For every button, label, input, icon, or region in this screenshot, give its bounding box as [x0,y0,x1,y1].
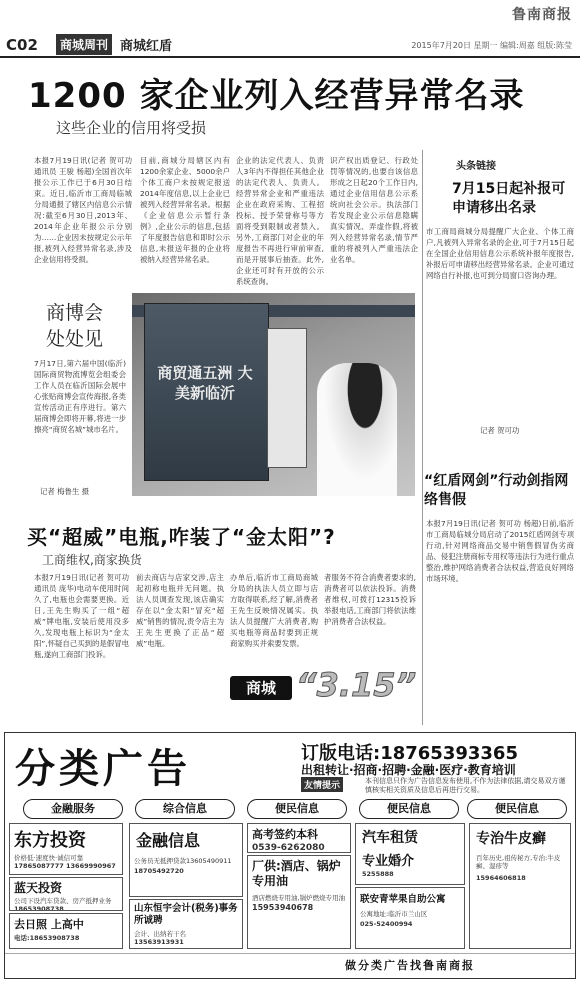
classified-ads [4,732,576,979]
ads-note-label: 友情提示 [301,777,343,792]
ads-category-convenience-3: 便民信息 [467,799,567,819]
ads-category-convenience-2: 便民信息 [359,799,459,819]
ads-phone: 订版电话:18765393365 [301,743,518,764]
ad-boiler-oil: 厂供:酒店、锅炉专用油 酒店燃烧专用油,锅炉燃烧专用油 15953940678 [247,855,351,949]
ads-categories: 出租转让·招商·招聘·金融·医疗·教育培训 [301,763,516,777]
article2-title: 买“超威”电瓶,咋装了“金太阳”? [27,525,336,549]
sidebar-byline: 记者 贺可功 [480,426,520,435]
ads-category-convenience-1: 便民信息 [247,799,347,819]
article2-column-2: 前去商店与店家交涉,店主起初称电瓶并无问题。执法人员调查发现,该店确实存在以“金太阳”冒充“超威”销售的情况,责令店主为王先生更换了正品“超威”电瓶。 [136,573,224,648]
campaign-logo [230,666,417,708]
ads-footer-rule [5,953,575,954]
sidebar-title: 7月15日起补报可申请移出名录 [452,181,566,216]
ads-footer: 做分类广告找鲁南商报 [345,959,475,972]
sidebar-body-2: 本报7月19日讯(记者 贺可功 杨超)日前,临沂市工商局临城分局启动了2015红盾网剑专项行动,针对网络商品交易中销售假冒伪劣商品、侵犯注册商标专用权等违法行为进行重点整治,维护网络消费者合法权益,营造良好网络市场环境。 [426,519,574,583]
lead-subhead: 这些企业的信用将受损 [56,119,207,137]
ad-lianan-apartment: 联安青苹果自助公寓 公寓地址:临沂市兰山区 025-52400994 [355,887,465,949]
campaign-logo-number: “3.15” [296,666,417,704]
fair-title: 商博会处处见 [46,302,104,350]
sidebar-title-2: “红盾网剑”行动剑指网络售假 [424,473,569,508]
ads-title: 分类广告 [15,746,191,792]
fair-body: 7月17日,第六届中国(临沂)国际商贸物流博览会组委会工作人员在临沂国际会展中心张贴商博会宣传海报,各类宣传活动正有序进行。第六届商博会即将开幕,将进一步擦亮“商贸名城”城市名片。 [34,359,126,434]
ad-lantian-investment: 蓝天投资 公司下设汽车贷款、房产抵押业务 18653908738 [9,877,123,911]
article2-subtitle: 工商维权,商家换货 [42,553,142,567]
ad-rizhao-highschool: 去日照 上高中 电话:18653908738 [9,913,123,949]
article2-column-3: 办单后,临沂市工商局商城分局的执法人员立即与店方取得联系,经了解,消费者王先生反映情况属实。执法人员提醒广大消费者,购买电瓶等商品时要到正规商家购买并索要发票。 [230,573,318,648]
news-photo [132,293,415,496]
photo-person [317,363,397,496]
issue-info: 2015年7月20日 星期一 编辑:周嘉 组版:陈莹 [411,41,572,50]
ad-gaokao: 高考签约本科 0539-6262080 [247,823,351,853]
ads-category-general: 综合信息 [135,799,235,819]
page-header [0,0,580,60]
ad-psoriasis-clinic: 专治牛皮癣 百年历史,祖传秘方,专治:牛皮癣、湿疹等 15964606818 [469,823,571,949]
page-number: C02 [6,36,38,54]
ads-category-finance: 金融服务 [23,799,123,819]
ad-hengyu-accounting: 山东恒宇会计(税务)事务所诚聘 会计、出纳若干名 13563913931 [129,899,243,949]
lead-column-1: 本报7月19日讯(记者 贺可功 通讯员 王骏 杨超)全国首次年报公示工作已于6月30日结束。近日,临沂市工商局临城分局通报了辖区内信息公示情况:截至6月30日,2013年、2014年企业年报公示分别为……企业因未按规定公示年报,被列入经营异常名录,涉及企业信用将受损。 [34,156,132,264]
article2-column-1: 本报7月19日讯(记者 贺可功 通讯员 庞华)电动车使用时间久了,电瓶也会需要更换。近日,王先生购买了一组“超威”牌电瓶,安装后使用没多久,发现电瓶上标识为“金太阳”,怀疑自己买到的是假冒电瓶,遂向工商部门投诉。 [34,573,129,659]
ads-note: 本刊信息只作为广告信息发布使用,不作为法律依据,请交易双方谨慎核实相关资质及信息后再进行交易。 [365,777,566,794]
fair-byline: 记者 梅鲁生 摄 [40,487,90,496]
photo-poster [267,328,307,468]
section-name: 商城红盾 [120,39,173,54]
photo-banner-text: 商贸通五洲 大美新临沂 [157,364,253,402]
lead-column-2: 目前,商城分局辖区内有1200余家企业、5000余户个体工商户未按规定报送2014年度信息,以上企业已被列入经营异常名录。根据《企业信息公示暂行条例》,企业公示的信息,包括了年度报告信息和即时公示信息,未报送年报的企业将被纳入经营异常名录。 [140,156,230,264]
campaign-logo-pill: 商城 [230,676,292,700]
lead-headline: 1200 家企业列入经营异常名录 [28,76,525,116]
section-badge: 商城周刊 [56,34,112,55]
header-rule [0,56,580,58]
lead-column-4: 识产权出质登记、行政处罚等情况的,也要自该信息形成之日起20个工作日内,通过企业信用信息公示系统向社会公示。执法部门若发现企业公示信息隐瞒真实情况、弄虚作假,将被列入经营异常名录,情节严重的将被列入严重违法企业名单。 [330,156,418,264]
lead-column-3: 企业的法定代表人、负责人3年内不得担任其他企业的法定代表人、负责人。经营异常企业和严重违法企业在政府采购、工程招投标、授予荣誉称号等方面将受到限制或者禁入。另外,工商部门对企业的年度报告不再进行审前审查,而是开展事后抽查。此外,企业还可时有开放的公示系统查询。 [236,156,324,285]
ad-car-rental: 汽车租赁 专业婚介 5255888 [355,823,465,885]
column-divider [422,150,423,725]
masthead: 鲁南商报 [512,7,572,23]
ad-finance-info: 金融信息 公务员无抵押贷款13605490911 18705492720 [129,823,243,897]
article2-column-4: 者服务不符合消费者要求的,消费者可以依法投诉。消费者维权,可拨打12315投诉举报电话,工商部门将依法维护消费者合法权益。 [324,573,416,626]
ad-dongfang-investment: 东方投资 价格低·速度快·诚信可靠 17865087777 13669990967 [9,823,123,875]
sidebar-head: 头条链接 [456,161,496,172]
sidebar-body: 市工商局商城分局提醒广大企业、个体工商户,凡被列入异常名录的企业,可于7月15日起在全国企业信用信息公示系统补报年度报告,补报后可申请移出经营异常名录。企业可通过网络自行补报,也可到分局窗口咨询办理。 [426,227,574,280]
